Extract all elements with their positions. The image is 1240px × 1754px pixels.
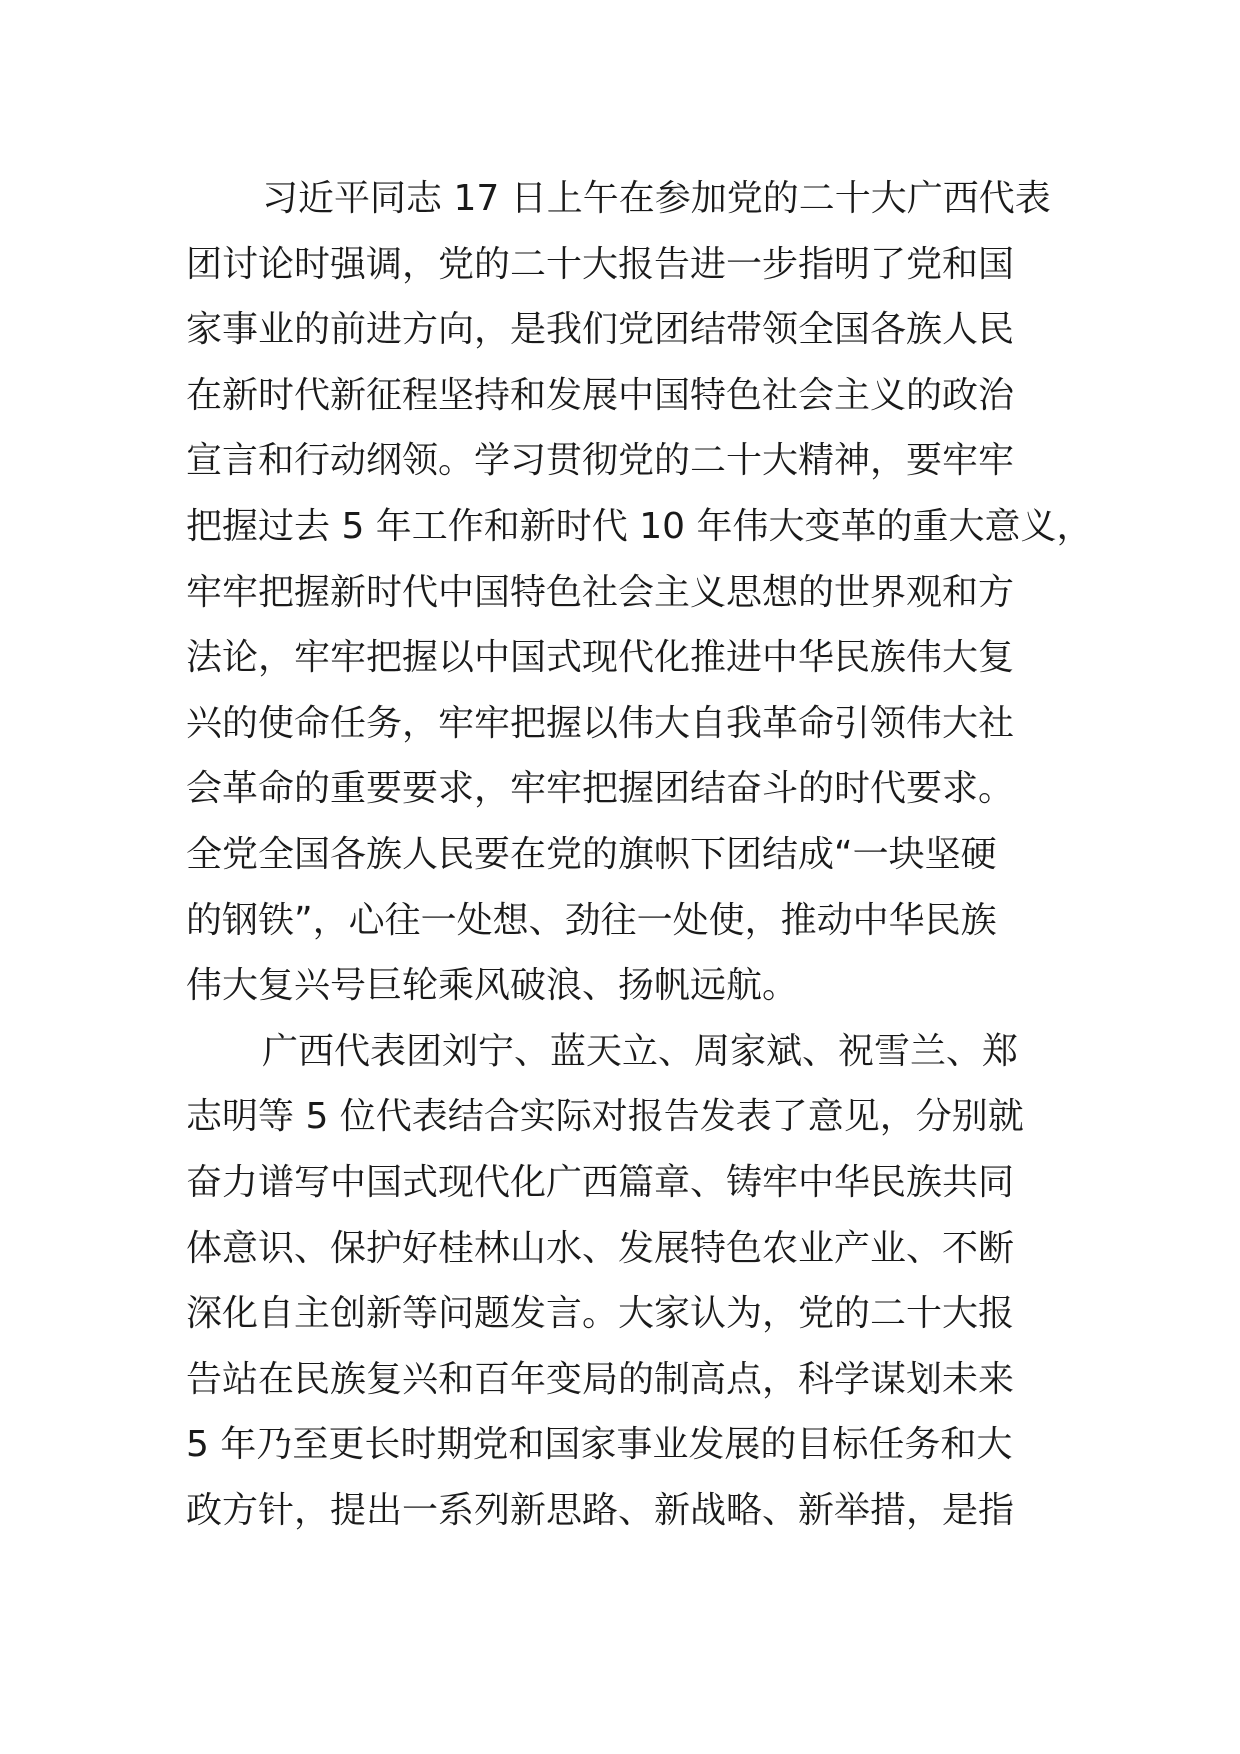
paragraph-2-line-3: 奋力谱写中国式现代化广西篇章、铸牢中华民族共同 <box>186 1161 1015 1203</box>
paragraph-1-line-3: 家事业的前进方向，是我们党团结带领全国各族人民 <box>186 309 1015 351</box>
paragraph-1-line-2: 团讨论时强调，党的二十大报告进一步指明了党和国 <box>186 243 1015 285</box>
paragraph-1-line-11: 全党全国各族人民要在党的旗帜下团结成“一块坚硬 <box>186 833 997 875</box>
paragraph-1-line-9: 兴的使命任务，牢牢把握以伟大自我革命引领伟大社 <box>186 702 1015 744</box>
paragraph-2-line-6: 告站在民族复兴和百年变局的制高点，科学谋划未来 <box>186 1358 1015 1400</box>
paragraph-1-line-1: 习近平同志 17 日上午在参加党的二十大广西代表 <box>262 178 1051 219</box>
paragraph-2-line-4: 体意识、保护好桂林山水、发展特色农业产业、不断 <box>186 1227 1015 1269</box>
paragraph-2-line-8: 政方针，提出一系列新思路、新战略、新举措，是指 <box>186 1489 1015 1531</box>
paragraph-1-line-6: 把握过去 5 年工作和新时代 10 年伟大变革的重大意义， <box>186 505 1093 547</box>
paragraph-2-line-7: 5 年乃至更长时期党和国家事业发展的目标任务和大 <box>186 1424 1013 1466</box>
paragraph-1-line-8: 法论，牢牢把握以中国式现代化推进中华民族伟大复 <box>186 637 1015 679</box>
body-text <box>186 166 1093 1543</box>
paragraph-1-line-4: 在新时代新征程坚持和发展中国特色社会主义的政治 <box>186 374 1015 416</box>
paragraph-1-line-7: 牢牢把握新时代中国特色社会主义思想的世界观和方 <box>186 571 1015 613</box>
paragraph-1-line-13: 伟大复兴号巨轮乘风破浪、扬帆远航。 <box>186 965 799 1007</box>
paragraph-2-line-2: 志明等 5 位代表结合实际对报告发表了意见，分别就 <box>186 1096 1024 1138</box>
paragraph-1-line-5: 宣言和行动纲领。学习贯彻党的二十大精神，要牢牢 <box>186 440 1015 482</box>
paragraph-1-line-12: 的钢铁”，心往一处想、劲往一处使，推动中华民族 <box>186 899 997 941</box>
paragraph-2-line-1: 广西代表团刘宁、蓝天立、周家斌、祝雪兰、郑 <box>262 1030 1019 1072</box>
paragraph-2-line-5: 深化自主创新等问题发言。大家认为，党的二十大报 <box>186 1293 1015 1335</box>
paragraph-1-line-10: 会革命的重要要求，牢牢把握团结奋斗的时代要求。 <box>186 768 1015 810</box>
